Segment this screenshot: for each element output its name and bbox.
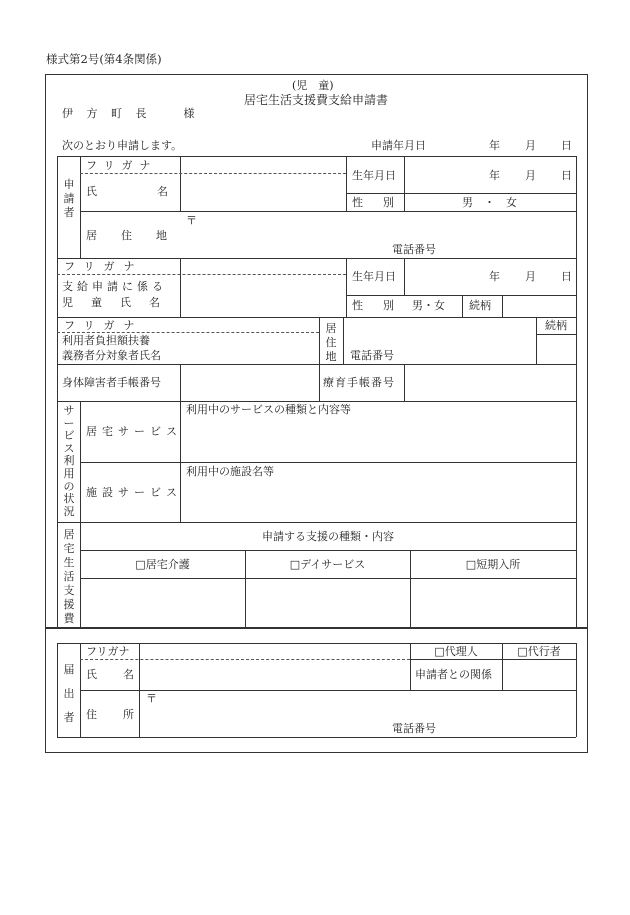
child-sex-label: 性別 xyxy=(352,299,414,312)
addressee: 伊 方 町 長 様 xyxy=(62,107,200,120)
applicant-birthdate-label: 生年月日 xyxy=(352,169,396,182)
support-option-day-service[interactable]: □デイサービス xyxy=(289,558,366,571)
grid-line xyxy=(343,317,344,364)
grid-line xyxy=(319,317,320,364)
application-date-day: 日 xyxy=(561,139,572,152)
applicant-address-label: 居住地 xyxy=(86,229,191,242)
grid-line xyxy=(410,659,576,660)
support-header: 申請する支援の種類・内容 xyxy=(262,530,394,543)
support-option-short-stay[interactable]: □短期入所 xyxy=(465,558,521,571)
payer-name-label-line2: 義務者分対象者氏名 xyxy=(62,349,161,362)
service-use-section-label: サービス利用の状況 xyxy=(63,404,75,518)
applicant-phone-label: 電話番号 xyxy=(392,243,436,256)
notifier-postal-mark: 〒 xyxy=(146,692,157,705)
application-date-month: 月 xyxy=(525,139,536,152)
child-birthdate-label: 生年月日 xyxy=(352,270,396,283)
applicant-name-label: 氏名 xyxy=(86,185,228,198)
applicant-sex-label: 性別 xyxy=(352,196,414,209)
grid-line xyxy=(80,211,576,212)
form-title: 居宅生活支援費支給申請書 xyxy=(244,93,389,107)
payer-relation-label: 続柄 xyxy=(545,319,567,332)
child-birth-year: 年 xyxy=(489,270,500,283)
grid-line xyxy=(502,295,503,317)
grid-line xyxy=(346,295,576,296)
grid-line xyxy=(346,156,347,211)
payer-name-label-line1: 利用者負担額扶養 xyxy=(62,334,150,347)
notifier-agent-checkbox[interactable]: □代行者 xyxy=(517,645,561,658)
applicant-birth-day: 日 xyxy=(561,169,572,182)
grid-line xyxy=(576,156,577,628)
grid-line xyxy=(57,643,576,644)
child-birth-month: 月 xyxy=(525,270,536,283)
child-name-label-line1: 支給申請に係る xyxy=(62,280,167,293)
grid-line xyxy=(80,690,576,691)
home-service-label: 居宅サービス xyxy=(86,425,182,438)
application-date-year: 年 xyxy=(489,139,500,152)
payer-furigana-label: フリガナ xyxy=(64,319,144,332)
application-date-label: 申請年月日 xyxy=(371,139,426,152)
payer-phone-label: 電話番号 xyxy=(350,349,394,362)
request-line: 次のとおり申請します。 xyxy=(62,139,183,152)
notifier-name-label: 氏名 xyxy=(86,668,160,681)
grid-line xyxy=(57,317,576,318)
grid-line xyxy=(536,317,537,364)
child-sex-options: 男・女 xyxy=(412,299,445,312)
grid-line xyxy=(404,364,405,401)
support-section-label: 居宅生活支援費 xyxy=(63,528,75,625)
grid-line xyxy=(319,364,320,401)
grid-line xyxy=(57,522,576,523)
grid-line xyxy=(180,258,181,317)
grid-line xyxy=(80,462,576,463)
grid-line xyxy=(576,643,577,737)
support-option-home-care[interactable]: □居宅介護 xyxy=(135,558,190,571)
grid-line xyxy=(80,156,81,258)
notifier-section-label: 届出者 xyxy=(63,663,75,724)
child-relation-label: 続柄 xyxy=(469,299,491,312)
grid-line xyxy=(57,156,576,157)
grid-line xyxy=(346,193,576,194)
applicant-birth-year: 年 xyxy=(489,169,500,182)
grid-line xyxy=(180,156,181,211)
grid-line xyxy=(404,258,405,295)
applicant-postal-mark: 〒 xyxy=(186,214,197,227)
facility-service-label: 施設サービス xyxy=(86,486,182,499)
grid-line xyxy=(462,295,463,317)
notifier-address-label: 住所 xyxy=(86,708,160,721)
furigana-divider xyxy=(57,274,346,275)
applicant-birth-month: 月 xyxy=(525,169,536,182)
grid-line xyxy=(57,156,58,628)
child-label: (児 童) xyxy=(292,79,334,92)
grid-line xyxy=(57,737,576,738)
facility-service-note: 利用中の施設名等 xyxy=(186,465,274,478)
grid-line xyxy=(536,334,576,335)
notifier-proxy-checkbox[interactable]: □代理人 xyxy=(434,645,478,658)
disability-handbook-label: 身体障害者手帳番号 xyxy=(62,376,161,389)
grid-line xyxy=(57,364,576,365)
furigana-divider xyxy=(80,659,410,660)
furigana-divider xyxy=(80,173,346,174)
applicant-sex-options: 男 ・ 女 xyxy=(462,196,517,209)
grid-line xyxy=(180,364,181,401)
notifier-furigana-label: フリガナ xyxy=(86,645,130,658)
rehab-handbook-label: 療育手帳番号 xyxy=(323,376,395,389)
home-service-note: 利用中のサービスの種類と内容等 xyxy=(186,403,351,416)
grid-line xyxy=(80,578,576,579)
payer-address-label: 居住地 xyxy=(325,322,337,363)
applicant-furigana-label: フリガナ xyxy=(86,159,158,172)
grid-line xyxy=(57,401,576,402)
child-birth-day: 日 xyxy=(561,270,572,283)
form-code: 様式第2号(第4条関係) xyxy=(46,52,162,66)
grid-line xyxy=(57,258,576,259)
notifier-phone-label: 電話番号 xyxy=(392,722,436,735)
applicant-section-label: 申請者 xyxy=(63,178,75,219)
child-name-label-line2: 児童氏名 xyxy=(62,296,178,309)
furigana-divider xyxy=(57,332,319,333)
grid-line xyxy=(346,258,347,317)
grid-line xyxy=(80,550,576,551)
notifier-relation-label: 申請者との関係 xyxy=(415,668,492,681)
child-furigana-label: フリガナ xyxy=(64,260,144,273)
grid-line xyxy=(57,643,58,737)
